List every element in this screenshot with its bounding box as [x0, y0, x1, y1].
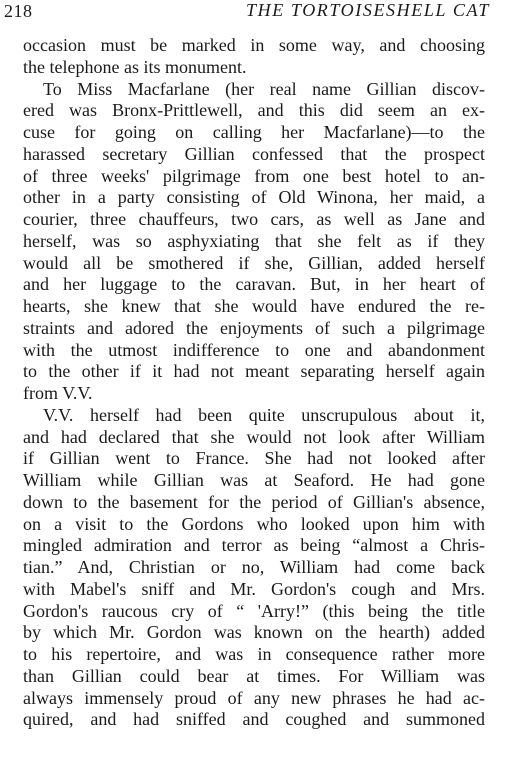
- text-line: and her luggage to the caravan. But, in her heart of: [23, 274, 485, 295]
- text-line: would all be smothered if she, Gillian, added herself: [23, 252, 485, 273]
- text-line: V.V. herself had been quite unscrupulous about it,: [43, 404, 485, 425]
- text-line: cuse for going on calling her Macfarlane)—to the: [23, 122, 485, 142]
- text-line: with the utmost indifference to one and abandonment: [23, 339, 485, 360]
- text-line: by which Mr. Gordon was known on the hearth) added: [23, 622, 485, 643]
- text-line: and had declared that she would not look after William: [23, 426, 485, 447]
- body-text: [23, 35, 485, 731]
- running-head: THE TORTOISESHELL CAT: [246, 0, 490, 20]
- text-line: mingled admiration and terror as being “almost a Chris-: [23, 535, 485, 556]
- text-line: down to the basement for the period of Gillian's absence,: [23, 491, 485, 512]
- text-line: quired, and had sniffed and coughed and summoned: [23, 709, 485, 730]
- text-line: from V.V.: [23, 383, 93, 403]
- text-line: Gordon's raucous cry of “ 'Arry!” (this being the title: [23, 600, 485, 621]
- text-line: than Gillian could bear at times. For William was: [23, 665, 485, 686]
- text-line: straints and adored the enjoyments of such a pilgrimage: [23, 317, 485, 338]
- text-line: courier, three chauffeurs, two cars, as well as Jane and: [23, 209, 485, 229]
- text-line: To Miss Macfarlane (her real name Gillian discov-: [43, 78, 485, 99]
- text-line: William while Gillian was at Seaford. He had gone: [23, 470, 485, 490]
- text-line: with Mabel's sniff and Mr. Gordon's cough and Mrs.: [23, 578, 485, 599]
- text-line: to his repertoire, and was in consequence rather more: [23, 644, 485, 664]
- text-line: herself, was so asphyxiating that she felt as if they: [23, 230, 485, 251]
- text-line: occasion must be marked in some way, and choosing: [23, 35, 485, 55]
- text-line: ered was Bronx-Prittlewell, and this did seem an ex-: [23, 100, 485, 121]
- page-header: [4, 0, 490, 28]
- text-line: if Gillian went to France. She had not looked after: [23, 448, 485, 469]
- text-line: other in a party consisting of Old Winona, her maid, a: [23, 187, 485, 208]
- text-line: harassed secretary Gillian confessed that the prospect: [23, 143, 485, 164]
- text-line: always immensely proud of any new phrases he had ac-: [23, 687, 485, 708]
- page-number: 218: [4, 1, 33, 21]
- text-line: tian.” And, Christian or no, William had come back: [23, 557, 485, 577]
- text-line: the telephone as its monument.: [23, 56, 247, 77]
- text-line: on a visit to the Gordons who looked upon him with: [23, 513, 485, 534]
- text-line: of three weeks' pilgrimage from one best hotel to an-: [23, 165, 485, 186]
- text-line: hearts, she knew that she would have endured the re-: [23, 296, 485, 316]
- text-line: to the other if it had not meant separating herself again: [23, 361, 485, 382]
